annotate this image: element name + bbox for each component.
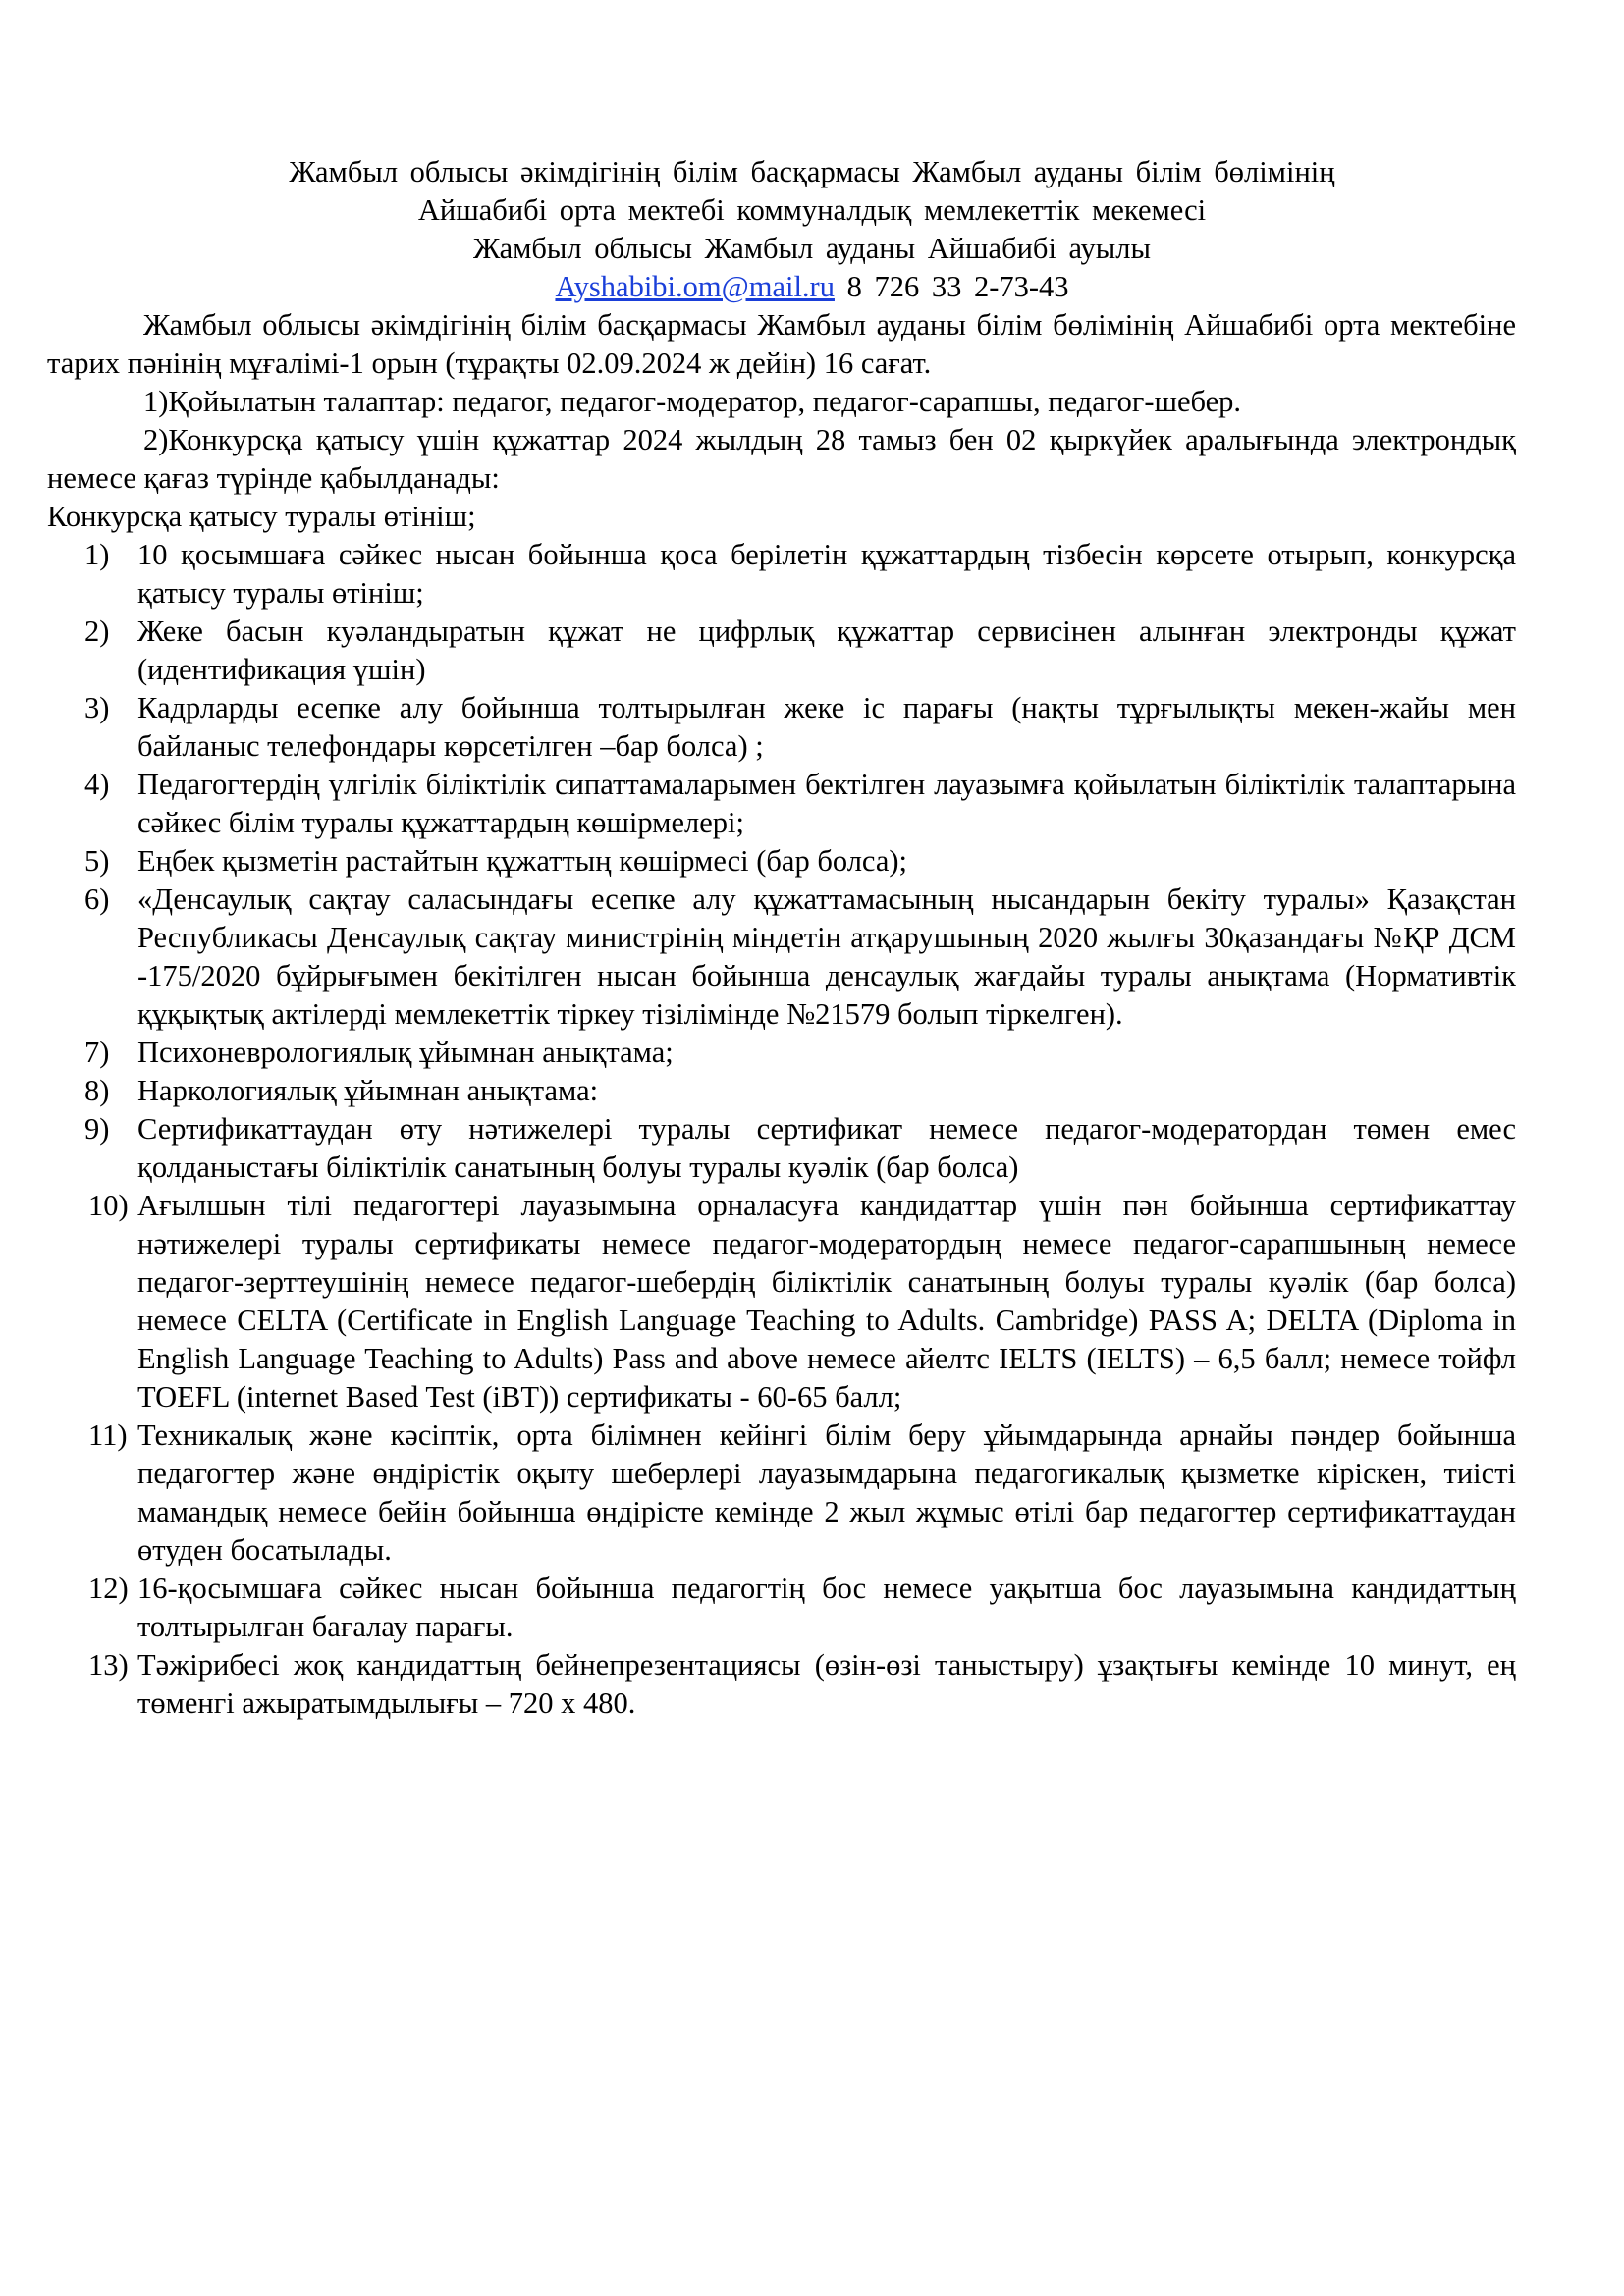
list-item-text: Психоневрологиялық ұйымнан анықтама; xyxy=(137,1036,674,1069)
list-item xyxy=(47,1646,1516,1723)
header-line-3: Жамбыл облысы Жамбыл ауданы Айшабибі ауылы xyxy=(473,232,1151,265)
email-link[interactable]: Ayshabibi.om@mail.ru xyxy=(555,270,835,303)
list-item-text: Ағылшын тілі педагогтері лауазымына орналасуға кандидаттар үшін пән бойынша сертификаттау нәтижелері туралы сертификаты немесе педагог-модератордың немесе педагог-сарапшының немесе педагог-зерттеушінің немесе педагог-шебердің біліктілік санатының болуы туралы куәлік (бар болса) немесе CELTA (Certificate in English Language Teaching to Adults. Cambridge) PASS A; DELTA (Diploma in English Language Teaching to Adults) Pass and above немесе айелтс IELTS (IELTS) – 6,5 балл; немесе тойфл TOEFL (internet Based Test (iBT)) сертификаты - 60-65 балл; xyxy=(137,1189,1516,1414)
list-item-text: «Денсаулық сақтау саласындағы есепке алу құжаттамасының нысандарын бекіту туралы» Қазақстан Республикасы Денсаулық сақтау министрінің міндетін атқарушының 2020 жылғы 30қазандағы №ҚР ДСМ -175/2020 бұйрығымен бекітілген нысан бойынша денсаулық жағдайы туралы анықтама (Нормативтік құқықтық актілерді мемлекеттік тіркеу тізілімінде №21579 болып тіркелген). xyxy=(137,882,1516,1031)
list-lead: Конкурсқа қатысу туралы өтініш; xyxy=(47,500,476,533)
list-item xyxy=(47,1416,1516,1570)
list-item xyxy=(47,1110,1516,1187)
list-item-number: 8) xyxy=(84,1074,110,1107)
list-item-number: 9) xyxy=(84,1112,110,1146)
document-body xyxy=(47,306,1516,1723)
header-line-1: Жамбыл облысы әкімдігінің білім басқармасы Жамбыл ауданы білім бөлімінің xyxy=(289,155,1335,188)
list-item xyxy=(47,766,1516,842)
list-item xyxy=(47,613,1516,689)
list-item-number: 3) xyxy=(84,691,110,724)
list-item-text: 10 қосымшаға сәйкес нысан бойынша қоса берілетін құжаттардың тізбесін көрсете отырып, конкурсқа қатысу туралы өтініш; xyxy=(137,538,1516,610)
list-item-number: 4) xyxy=(84,768,110,801)
list-item-number: 5) xyxy=(84,844,110,878)
list-item-number: 1) xyxy=(84,538,110,571)
list-item-number: 13) xyxy=(88,1648,129,1682)
list-item xyxy=(47,842,1516,881)
list-item-number: 10) xyxy=(88,1189,129,1222)
documents-period: 2)Конкурсқа қатысу үшін құжаттар 2024 жылдың 28 тамыз бен 02 қыркүйек аралығында электрондық немесе қағаз түрінде қабылданады: xyxy=(47,423,1516,495)
list-item-text: Тәжірибесі жоқ кандидаттың бейнепрезентациясы (өзін-өзі таныстыру) ұзақтығы кемінде 10 минут, ең төменгі ажыратымдылығы – 720 х 480. xyxy=(137,1648,1516,1720)
list-item-number: 6) xyxy=(84,882,110,916)
list-item-text: Еңбек қызметін растайтын құжаттың көшірмесі (бар болса); xyxy=(137,844,908,878)
list-item-number: 12) xyxy=(88,1572,129,1605)
list-item-number: 2) xyxy=(84,614,110,648)
list-item xyxy=(47,536,1516,613)
list-item xyxy=(47,1187,1516,1416)
list-item-text: Педагогтердің үлгілік біліктілік сипаттамаларымен бектілген лауазымға қойылатын біліктілік талаптарына сәйкес білім туралы құжаттардың көшірмелері; xyxy=(137,768,1516,839)
list-item xyxy=(47,1072,1516,1110)
list-item-text: Сертификаттаудан өту нәтижелері туралы сертификат немесе педагог-модератордан төмен емес қолданыстағы біліктілік санатының болуы туралы куәлік (бар болса) xyxy=(137,1112,1516,1184)
list-item xyxy=(47,689,1516,766)
documents-list xyxy=(47,536,1516,1723)
phone-number: 8 726 33 2-73-43 xyxy=(846,270,1069,303)
list-item-number: 7) xyxy=(84,1036,110,1069)
list-item-text: Жеке басын куәландыратын құжат не цифрлық құжаттар сервисінен алынған электронды құжат (идентификация үшін) xyxy=(137,614,1516,686)
list-item-text: Наркологиялық ұйымнан анықтама: xyxy=(137,1074,599,1107)
list-item-number: 11) xyxy=(88,1418,128,1452)
contact-line xyxy=(0,268,1624,306)
vacancy-announcement: Жамбыл облысы әкімдігінің білім басқармасы Жамбыл ауданы білім бөлімінің Айшабибі орта мектебіне тарих пәнінің мұғалімі-1 орын (тұрақты 02.09.2024 ж дейін) 16 сағат. xyxy=(47,308,1516,380)
list-item-text: Техникалық және кәсіптік, орта білімнен кейінгі білім беру ұйымдарында арнайы пәндер бойынша педагогтер және өндірістік оқыту шеберлері лауазымдарына педагогикалық қызметке кіріскен, тиісті мамандық немесе бейін бойынша өндірісте кемінде 2 жыл жұмыс өтілі бар педагогтер сертификаттаудан өтуден босатылады. xyxy=(137,1418,1516,1567)
list-item xyxy=(47,1034,1516,1072)
letterhead xyxy=(0,153,1624,306)
list-item-text: 16-қосымшаға сәйкес нысан бойынша педагогтің бос немесе уақытша бос лауазымына кандидаттың толтырылған бағалау парағы. xyxy=(137,1572,1516,1643)
list-item-text: Кадрларды есепке алу бойынша толтырылған жеке іс парағы (нақты тұрғылықты мекен-жайы мен байланыс телефондары көрсетілген –бар болса) ; xyxy=(137,691,1516,763)
list-item xyxy=(47,881,1516,1034)
list-item xyxy=(47,1570,1516,1646)
header-line-2: Айшабибі орта мектебі коммуналдық мемлекеттік мекемесі xyxy=(417,193,1207,227)
qualification-requirements: 1)Қойылатын талаптар: педагог, педагог-модератор, педагог-сарапшы, педагог-шебер. xyxy=(143,385,1242,418)
